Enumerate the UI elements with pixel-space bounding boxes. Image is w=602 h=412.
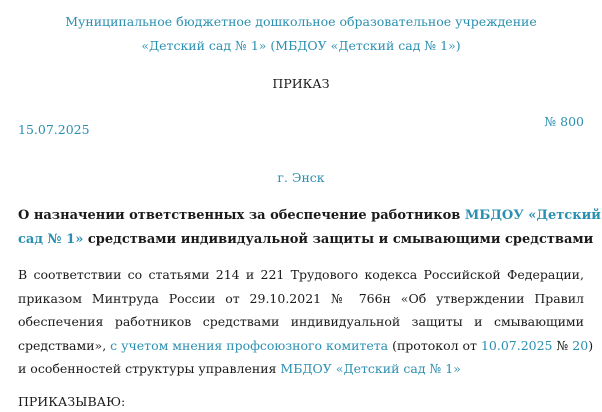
preamble-paragraph (18, 263, 594, 381)
title-org: МБДОУ «Детский (464, 208, 601, 223)
order-word: ПРИКАЗЫВАЮ: (18, 394, 126, 409)
title-org-cont: сад № 1» (18, 231, 84, 247)
text-segment: средствами», (18, 337, 107, 353)
order-date: 15.07.2025 (18, 122, 90, 137)
preamble-line-1: В соответствии со статьями 214 и 221 Трудового кодекса Российской Федерации, (18, 267, 584, 282)
order-number: № 800 (544, 114, 584, 129)
protocol-date: 10.07.2025 (480, 337, 553, 353)
org-short-name: МБДОУ «Детский сад № 1» (280, 361, 461, 376)
text-segment: № (552, 337, 573, 353)
order-title (18, 204, 601, 251)
protocol-number: 20 (572, 337, 589, 353)
org-name-line1: Муниципальное бюджетное дошкольное образовательное учреждение (65, 14, 537, 29)
text-segment: ) (588, 337, 594, 353)
preamble-line-2: приказом Минтруда России от 29.10.2021 № 766н «Об утверждении Правил (18, 290, 584, 306)
city: г. Энск (277, 170, 325, 185)
doc-type-title: ПРИКАЗ (272, 76, 330, 91)
text-segment: (протокол от (388, 337, 481, 353)
union-opinion: с учетом мнения профсоюзного комитета (106, 337, 389, 353)
preamble-line-4 (18, 334, 594, 358)
title-part-2: средствами индивидуальной защиты и смывающими средствами (83, 231, 594, 247)
preamble-line-5 (18, 357, 584, 381)
preamble-line-3: обеспечения работников средствами индивидуальной защиты и смывающими (18, 314, 584, 329)
org-name-line2: «Детский сад № 1» (МБДОУ «Детский сад № 1») (141, 38, 461, 53)
text-segment: и особенностей структуры управления (18, 361, 281, 376)
title-part: О назначении ответственных за обеспечение работников (18, 208, 465, 223)
